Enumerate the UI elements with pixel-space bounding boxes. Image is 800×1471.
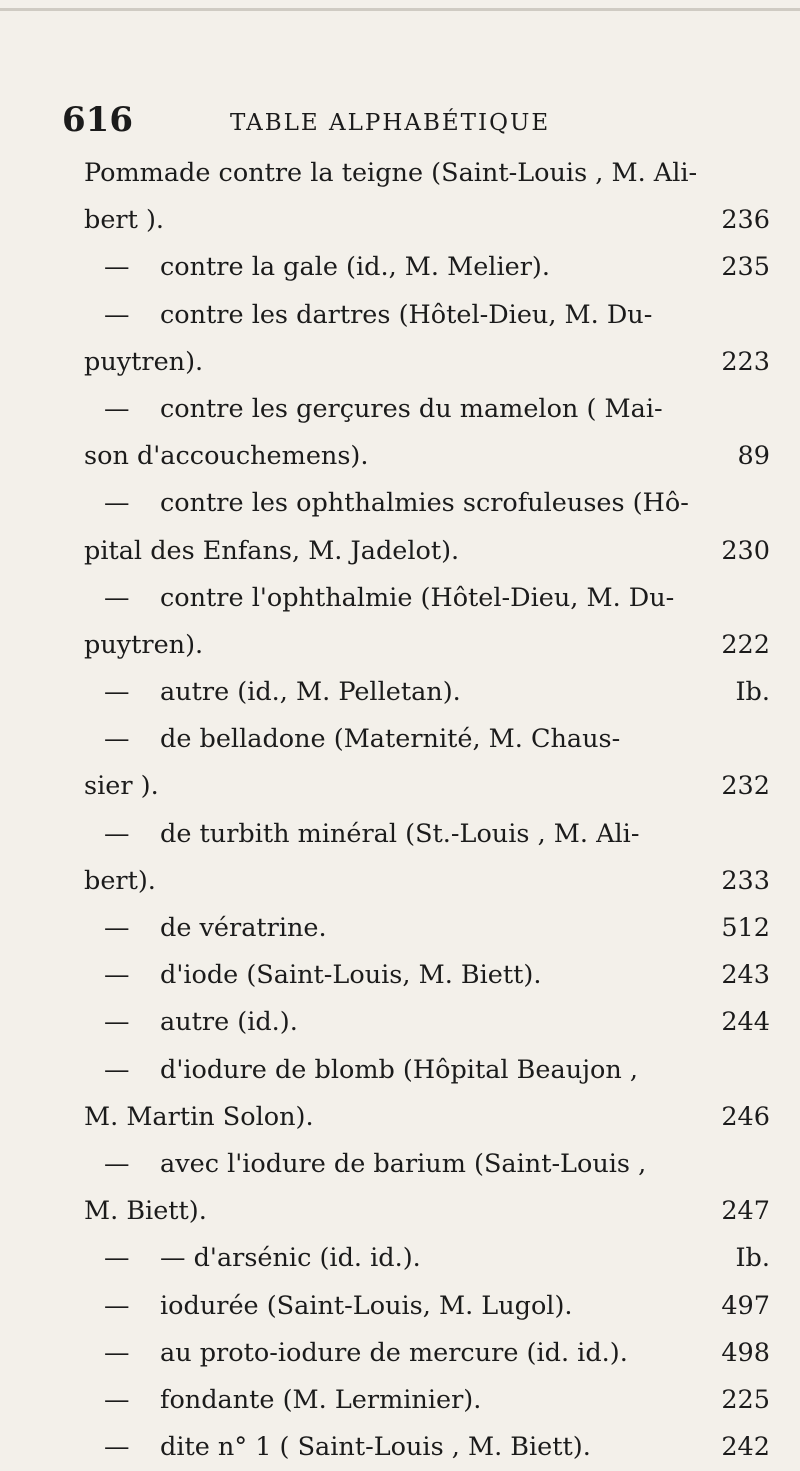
entry-first-line bbox=[84, 244, 784, 291]
page-reference: 242 bbox=[721, 1432, 770, 1463]
entry-continuation-line bbox=[84, 528, 784, 575]
index-entry bbox=[84, 480, 784, 574]
entry-text: iodurée (Saint-Louis, M. Lugol). bbox=[160, 1290, 573, 1321]
entry-text: contre l'ophthalmie (Hôtel-Dieu, M. Du- bbox=[160, 582, 675, 613]
entry-first-line bbox=[84, 811, 784, 858]
entry-first-line bbox=[84, 480, 784, 527]
entry-text: bert). bbox=[84, 865, 156, 896]
entry-continuation-line bbox=[84, 622, 784, 669]
index-entry bbox=[84, 905, 784, 952]
page-reference: 512 bbox=[721, 913, 770, 943]
index-entry bbox=[84, 1330, 784, 1377]
index-entry bbox=[84, 1283, 784, 1330]
page-reference: 497 bbox=[721, 1290, 770, 1321]
page-reference: 236 bbox=[721, 205, 770, 236]
page-reference: 89 bbox=[737, 441, 770, 472]
ditto-dash: — bbox=[104, 1243, 130, 1274]
ditto-dash: — bbox=[104, 1432, 130, 1463]
entry-text: fondante (M. Lerminier). bbox=[160, 1384, 482, 1415]
ditto-dash: — bbox=[104, 299, 130, 330]
entry-text: avec l'iodure de barium (Saint-Louis , bbox=[160, 1148, 647, 1179]
entry-continuation-line bbox=[84, 1094, 784, 1141]
entry-continuation-line bbox=[84, 339, 784, 386]
entry-first-line bbox=[84, 386, 784, 433]
entry-continuation-line bbox=[84, 858, 784, 905]
page-reference: Ib. bbox=[735, 677, 770, 708]
entry-text: d'iodure de blomb (Hôpital Beaujon , bbox=[160, 1054, 639, 1085]
entry-text: pital des Enfans, M. Jadelot). bbox=[84, 535, 460, 566]
page-number: 616 bbox=[62, 100, 133, 140]
ditto-dash: — bbox=[104, 818, 130, 849]
entry-first-line bbox=[84, 952, 784, 999]
index-entry bbox=[84, 244, 784, 291]
page-reference: 223 bbox=[721, 346, 770, 377]
entry-first-line bbox=[84, 292, 784, 339]
entry-first-line bbox=[84, 150, 784, 197]
entry-text: autre (id., M. Pelletan). bbox=[160, 677, 461, 708]
entry-first-line bbox=[84, 1047, 784, 1094]
entry-first-line bbox=[84, 999, 784, 1046]
page-reference: 225 bbox=[721, 1384, 770, 1415]
ditto-dash: — bbox=[104, 393, 130, 424]
entry-text: sier ). bbox=[84, 771, 159, 802]
ditto-dash: — bbox=[104, 1337, 130, 1368]
entry-text: de vératrine. bbox=[160, 913, 327, 943]
index-entry bbox=[84, 952, 784, 999]
entry-first-line bbox=[84, 1141, 784, 1188]
index-entry bbox=[84, 1235, 784, 1282]
page-reference: 232 bbox=[721, 771, 770, 802]
ditto-dash: — bbox=[104, 252, 130, 283]
index-entry bbox=[84, 1424, 784, 1471]
entry-first-line bbox=[84, 669, 784, 716]
page-reference: 243 bbox=[721, 960, 770, 991]
ditto-dash: — bbox=[104, 724, 130, 755]
page-reference: 246 bbox=[721, 1101, 770, 1132]
entry-first-line bbox=[84, 575, 784, 622]
entry-text: puytren). bbox=[84, 629, 204, 660]
entry-text: dite n° 1 ( Saint-Louis , M. Biett). bbox=[160, 1432, 591, 1463]
ditto-dash: — bbox=[104, 913, 130, 943]
index-entry bbox=[84, 716, 784, 810]
entry-first-line bbox=[84, 1424, 784, 1471]
index-entry bbox=[84, 150, 784, 244]
entry-text: son d'accouchemens). bbox=[84, 441, 369, 472]
index-entry bbox=[84, 669, 784, 716]
page-reference: Ib. bbox=[735, 1243, 770, 1274]
ditto-dash: — bbox=[104, 677, 130, 708]
page-reference: 230 bbox=[721, 535, 770, 566]
index-entries bbox=[84, 150, 784, 1471]
index-entry bbox=[84, 999, 784, 1046]
entry-text: autre (id.). bbox=[160, 1007, 298, 1038]
entry-text: Pommade contre la teigne (Saint-Louis , M. Ali- bbox=[84, 158, 698, 188]
page-reference: 498 bbox=[721, 1337, 770, 1368]
ditto-dash: — bbox=[104, 488, 130, 519]
ditto-dash: — bbox=[104, 1290, 130, 1321]
ditto-dash: — bbox=[104, 960, 130, 991]
entry-first-line bbox=[84, 1235, 784, 1282]
entry-first-line bbox=[84, 1283, 784, 1330]
ditto-dash: — bbox=[104, 1148, 130, 1179]
entry-text: puytren). bbox=[84, 346, 204, 377]
entry-text: contre les gerçures du mamelon ( Mai- bbox=[160, 393, 663, 424]
entry-first-line bbox=[84, 1330, 784, 1377]
index-entry bbox=[84, 811, 784, 905]
index-entry bbox=[84, 386, 784, 480]
entry-text: de turbith minéral (St.-Louis , M. Ali- bbox=[160, 818, 640, 849]
entry-continuation-line bbox=[84, 197, 784, 244]
entry-text: M. Biett). bbox=[84, 1196, 207, 1227]
entry-continuation-line bbox=[84, 1188, 784, 1235]
entry-text: au proto-iodure de mercure (id. id.). bbox=[160, 1337, 628, 1368]
page-reference: 244 bbox=[721, 1007, 770, 1038]
index-entry bbox=[84, 292, 784, 386]
ditto-dash: — bbox=[104, 582, 130, 613]
page-header bbox=[62, 100, 782, 144]
entry-text: contre les dartres (Hôtel-Dieu, M. Du- bbox=[160, 299, 653, 330]
entry-first-line bbox=[84, 716, 784, 763]
entry-continuation-line bbox=[84, 763, 784, 810]
index-entry bbox=[84, 575, 784, 669]
entry-first-line bbox=[84, 905, 784, 952]
entry-text: contre les ophthalmies scrofuleuses (Hô- bbox=[160, 488, 689, 519]
entry-text: — d'arsénic (id. id.). bbox=[160, 1243, 421, 1274]
entry-text: M. Martin Solon). bbox=[84, 1101, 314, 1132]
entry-text: de belladone (Maternité, M. Chaus- bbox=[160, 724, 621, 755]
ditto-dash: — bbox=[104, 1384, 130, 1415]
page-reference: 233 bbox=[721, 865, 770, 896]
page-reference: 247 bbox=[721, 1196, 770, 1227]
ditto-dash: — bbox=[104, 1054, 130, 1085]
running-title: TABLE ALPHABÉTIQUE bbox=[230, 110, 551, 136]
entry-text: bert ). bbox=[84, 205, 165, 236]
page-edge-rule bbox=[0, 8, 800, 11]
entry-text: contre la gale (id., M. Melier). bbox=[160, 252, 550, 283]
entry-text: d'iode (Saint-Louis, M. Biett). bbox=[160, 960, 542, 991]
index-entry bbox=[84, 1047, 784, 1141]
ditto-dash: — bbox=[104, 1007, 130, 1038]
index-entry bbox=[84, 1141, 784, 1235]
page-reference: 222 bbox=[721, 629, 770, 660]
entry-continuation-line bbox=[84, 433, 784, 480]
page-reference: 235 bbox=[721, 252, 770, 283]
